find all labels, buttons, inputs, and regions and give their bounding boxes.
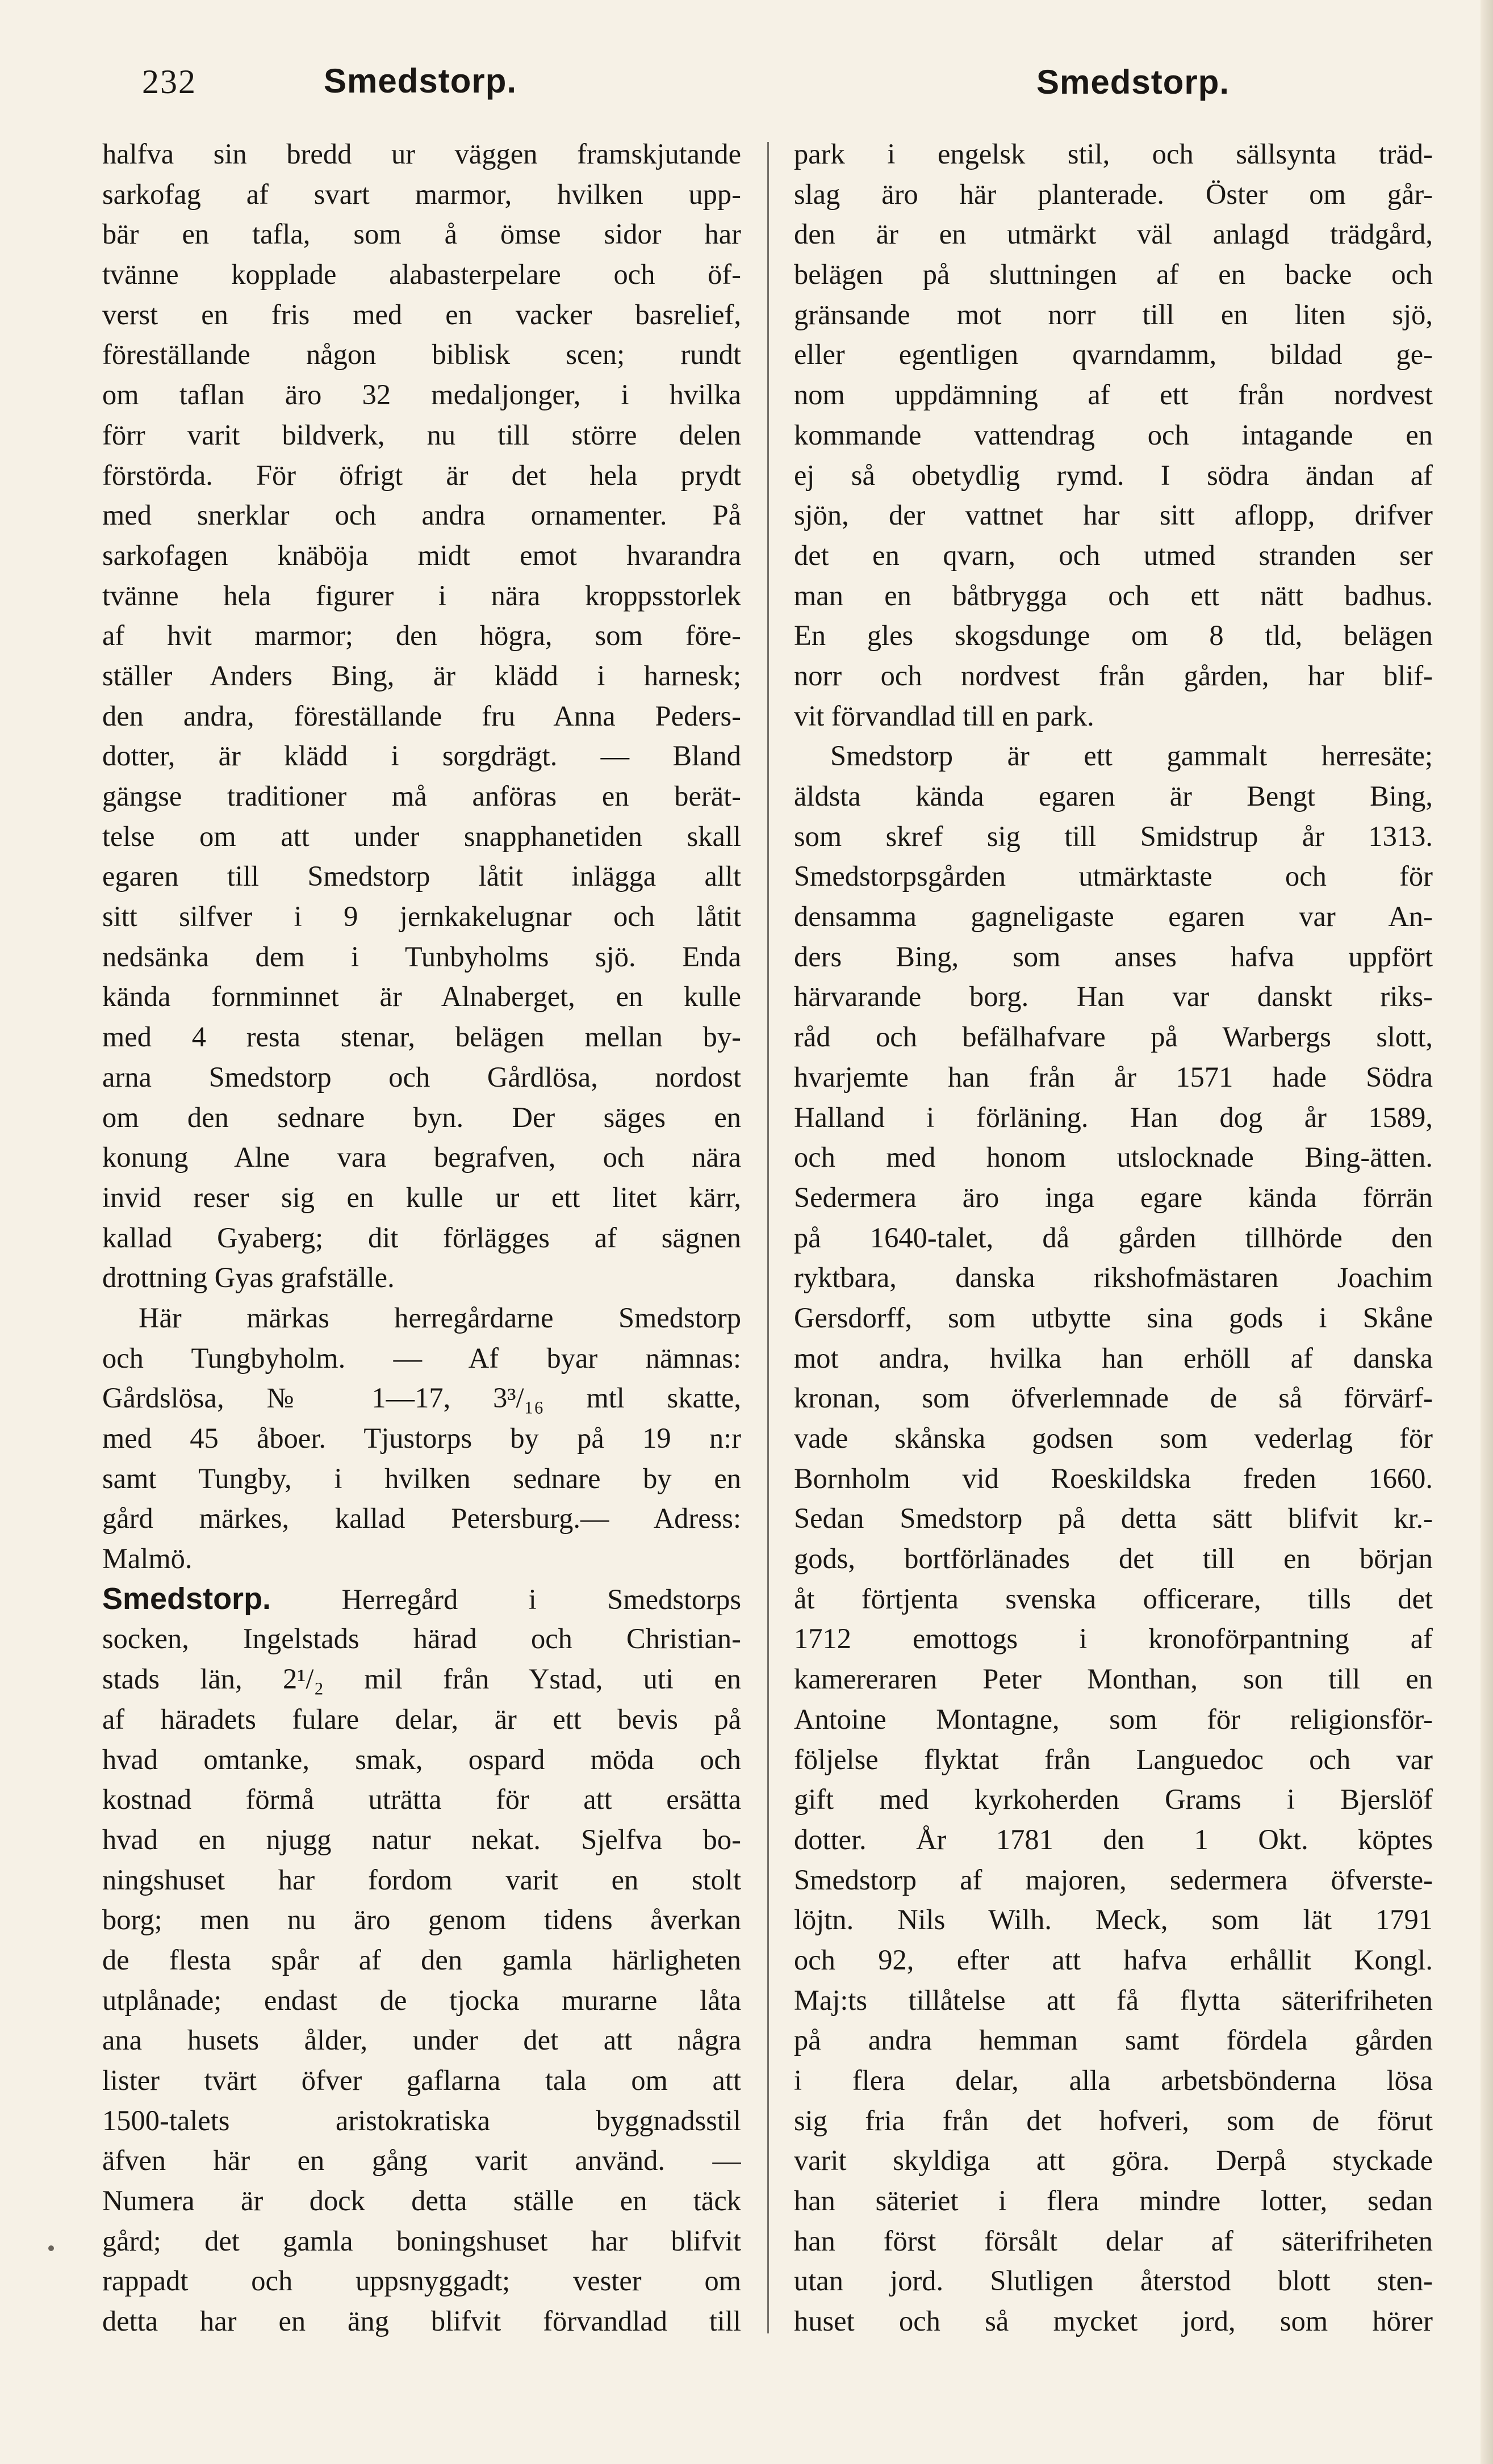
text-line: nedsänka dem i Tunbyholms sjö. Enda (102, 940, 741, 973)
text-line: hvarjemte han från år 1571 hade Södra (794, 1061, 1433, 1093)
text-line: på 1640-talet, då gården tillhörde den (794, 1221, 1433, 1254)
text-line: hvad en njugg natur nekat. Sjelfva bo- (102, 1823, 741, 1855)
text-line: den är en utmärkt väl anlagd trädgård, (794, 218, 1433, 250)
column-divider (767, 142, 769, 2333)
text-line: ej så obetydlig rymd. I södra ändan af (794, 459, 1433, 491)
text-line: äfven här en gång varit använd. — (102, 2144, 741, 2177)
text-line: rappadt och uppsnyggadt; vester om (102, 2265, 741, 2297)
text-line: ryktbara, danska rikshofmästaren Joachim (794, 1262, 1433, 1294)
text-line: 1500-talets aristokratiska byggnadsstil (102, 2104, 741, 2136)
text-line: som skref sig till Smidstrup år 1313. (794, 820, 1433, 852)
text-line: gränsande mot norr till en liten sjö, (794, 298, 1433, 330)
text-line: drottning Gyas grafställe. (102, 1262, 395, 1294)
text-line: Smedstorp är ett gammalt herresäte; (830, 740, 1433, 772)
text-line: En gles skogsdunge om 8 tld, belägen (794, 619, 1433, 652)
left-column (102, 134, 741, 2341)
text-line: ningshuset har fordom varit en stolt (102, 1863, 741, 1896)
text-line: om den sednare byn. Der säges en (102, 1101, 741, 1133)
text-line: kronan, som öfverlemnade de så förvärf- (794, 1382, 1433, 1414)
text-line: detta har en äng blifvit förvandlad till (102, 2305, 741, 2337)
text-line: kallad Gyaberg; dit förlägges af sägnen (102, 1221, 741, 1254)
text-line: utplånade; endast de tjocka murarne låta (102, 1984, 741, 2016)
entry-heading: Smedstorp. (102, 1581, 271, 1616)
text-line: halfva sin bredd ur väggen framskjutande (102, 138, 741, 170)
text-line: man en båtbrygga och ett nätt badhus. (794, 579, 1433, 611)
text-line: härvarande borg. Han var danskt riks- (794, 980, 1433, 1013)
text-line: tvänne kopplade alabasterpelare och öf- (102, 258, 741, 291)
text-line: Bornholm vid Roeskildska freden 1660. (794, 1462, 1433, 1494)
text-line: om taflan äro 32 medaljonger, i hvilka (102, 379, 741, 411)
page-number: 232 (142, 63, 196, 100)
text-line: förstörda. För öfrigt är det hela prydt (102, 459, 741, 491)
text-line: telse om att under snapphanetiden skall (102, 820, 741, 852)
text-line: förr varit bildverk, nu till större delen (102, 418, 741, 451)
text-line: med snerklar och andra ornamenter. På (102, 499, 741, 531)
text-line: arna Smedstorp och Gårdlösa, nordost (102, 1061, 741, 1093)
text-line: det en qvarn, och utmed stranden ser (794, 539, 1433, 571)
text-line: med 45 åboer. Tjustorps by på 19 n:r (102, 1422, 741, 1454)
text-line: han först försålt delar af säterifriheten (794, 2224, 1433, 2257)
text-line: verst en fris med en vacker basrelief, (102, 298, 741, 330)
right-header (792, 62, 1451, 114)
text-line: han säteriet i flera mindre lotter, sedan (794, 2185, 1433, 2217)
text-line: Smedstorpsgården utmärktaste och för (794, 860, 1433, 892)
text-line: och med honom utslocknade Bing-ätten. (794, 1141, 1433, 1174)
text-line: sig fria från det hofveri, som de förut (794, 2104, 1433, 2136)
right-column (794, 134, 1433, 2341)
text-line: kostnad förmå uträtta för att ersätta (102, 1783, 741, 1816)
entry-text: Herregård i Smedstorps (271, 1583, 741, 1615)
text-line: sitt silfver i 9 jernkakelugnar och låtit (102, 900, 741, 933)
text-line: dotter, är klädd i sorgdrägt. — Bland (102, 740, 741, 772)
text-line: den andra, föreställande fru Anna Peders- (102, 699, 741, 732)
text-line: huset och så mycket jord, som hörer (794, 2305, 1433, 2337)
text-line: gård märkes, kallad Petersburg.— Adress: (102, 1502, 741, 1535)
text-line: nom uppdämning af ett från nordvest (794, 379, 1433, 411)
text-line: ana husets ålder, under det att några (102, 2024, 741, 2056)
text-line: vit förvandlad till en park. (794, 699, 1094, 732)
text-line: med 4 resta stenar, belägen mellan by- (102, 1021, 741, 1053)
text-line: stads län, 2¹/₂ mil från Ystad, uti en (102, 1663, 741, 1695)
text-line: dotter. År 1781 den 1 Okt. köptes (794, 1823, 1433, 1855)
print-speck (48, 2245, 54, 2251)
text-line: tvänne hela figurer i nära kroppsstorlek (102, 579, 741, 611)
text-line (102, 1579, 741, 1619)
text-line: Halland i förläning. Han dog år 1589, (794, 1101, 1433, 1133)
text-line: park i engelsk stil, och sällsynta träd- (794, 138, 1433, 170)
left-header (102, 62, 761, 114)
text-line: Sedermera äro inga egare kända förrän (794, 1181, 1433, 1213)
text-line: kända fornminnet är Alnaberget, en kulle (102, 980, 741, 1013)
text-line: Malmö. (102, 1543, 193, 1575)
text-line: gods, bortförlänades det till en början (794, 1543, 1433, 1575)
text-line: åt förtjenta svenska officerare, tills det (794, 1582, 1433, 1615)
text-line: Gårdslösa, № 1—17, 3³/₁₆ mtl skatte, (102, 1382, 741, 1414)
text-line: borg; men nu äro genom tidens åverkan (102, 1904, 741, 1936)
text-line: densamma gagneligaste egaren var An- (794, 900, 1433, 933)
text-line: kommande vattendrag och intagande en (794, 418, 1433, 451)
page-edge (1481, 0, 1493, 2464)
text-line: Antoine Montagne, som för religionsför- (794, 1703, 1433, 1735)
text-line: varit skyldiga att göra. Derpå styckade (794, 2144, 1433, 2177)
text-line: socken, Ingelstads härad och Christian- (102, 1623, 741, 1655)
text-line: utan jord. Slutligen återstod blott sten- (794, 2265, 1433, 2297)
text-line: och 92, efter att hafva erhållit Kongl. (794, 1943, 1433, 1976)
text-line: löjtn. Nils Wilh. Meck, som lät 1791 (794, 1904, 1433, 1936)
text-line: råd och befälhafvare på Warbergs slott, (794, 1021, 1433, 1053)
text-line: och Tungbyholm. — Af byar nämnas: (102, 1342, 741, 1374)
text-line: Smedstorp af majoren, sedermera öfverste- (794, 1863, 1433, 1896)
text-line: slag äro här planterade. Öster om går- (794, 178, 1433, 210)
text-line: mot andra, hvilka han erhöll af danska (794, 1342, 1433, 1374)
text-line: ders Bing, som anses hafva uppfört (794, 940, 1433, 973)
text-line: gängse traditioner må anföras en berät- (102, 780, 741, 812)
text-line: gård; det gamla boningshuset har blifvit (102, 2224, 741, 2257)
text-line: vade skånska godsen som vederlag för (794, 1422, 1433, 1454)
text-line: 1712 emottogs i kronoförpantning af (794, 1623, 1433, 1655)
text-line: konung Alne vara begrafven, och nära (102, 1141, 741, 1174)
text-line: de flesta spår af den gamla härligheten (102, 1943, 741, 1976)
text-line: äldsta kända egaren är Bengt Bing, (794, 780, 1433, 812)
text-line: egaren till Smedstorp låtit inlägga allt (102, 860, 741, 892)
text-line: följelse flyktat från Languedoc och var (794, 1743, 1433, 1775)
text-line: sarkofagen knäböja midt emot hvarandra (102, 539, 741, 571)
text-line: samt Tungby, i hvilken sednare by en (102, 1462, 741, 1494)
text-line: norr och nordvest från gården, har blif- (794, 659, 1433, 692)
text-line: på andra hemman samt fördela gården (794, 2024, 1433, 2056)
text-line: gift med kyrkoherden Grams i Bjerslöf (794, 1783, 1433, 1816)
text-line: Här märkas herregårdarne Smedstorp (139, 1301, 741, 1334)
text-line: af hvit marmor; den högra, som före- (102, 619, 741, 652)
text-line: sarkofag af svart marmor, hvilken upp- (102, 178, 741, 210)
text-line: af häradets fulare delar, är ett bevis på (102, 1703, 741, 1735)
text-line: i flera delar, alla arbetsbönderna lösa (794, 2064, 1433, 2096)
text-line: Gersdorff, som utbytte sina gods i Skåne (794, 1301, 1433, 1334)
text-line: lister tvärt öfver gaflarna tala om att (102, 2064, 741, 2096)
text-line: belägen på sluttningen af en backe och (794, 258, 1433, 291)
text-line: ställer Anders Bing, är klädd i harnesk; (102, 659, 741, 692)
text-line: Sedan Smedstorp på detta sätt blifvit kr.- (794, 1502, 1433, 1535)
text-line: bär en tafla, som å ömse sidor har (102, 218, 741, 250)
right-running-head: Smedstorp. (1036, 63, 1230, 101)
text-line: eller egentligen qvarndamm, bildad ge- (794, 338, 1433, 371)
text-line: sjön, der vattnet har sitt aflopp, drifver (794, 499, 1433, 531)
text-line: Maj:ts tillåtelse att få flytta säterifriheten (794, 1984, 1433, 2016)
text-line: hvad omtanke, smak, ospard möda och (102, 1743, 741, 1775)
text-line: kamereraren Peter Monthan, son till en (794, 1663, 1433, 1695)
text-line: invid reser sig en kulle ur ett litet kärr, (102, 1181, 741, 1213)
text-line: föreställande någon biblisk scen; rundt (102, 338, 741, 371)
left-running-head: Smedstorp. (324, 62, 517, 100)
text-line: Numera är dock detta ställe en täck (102, 2185, 741, 2217)
